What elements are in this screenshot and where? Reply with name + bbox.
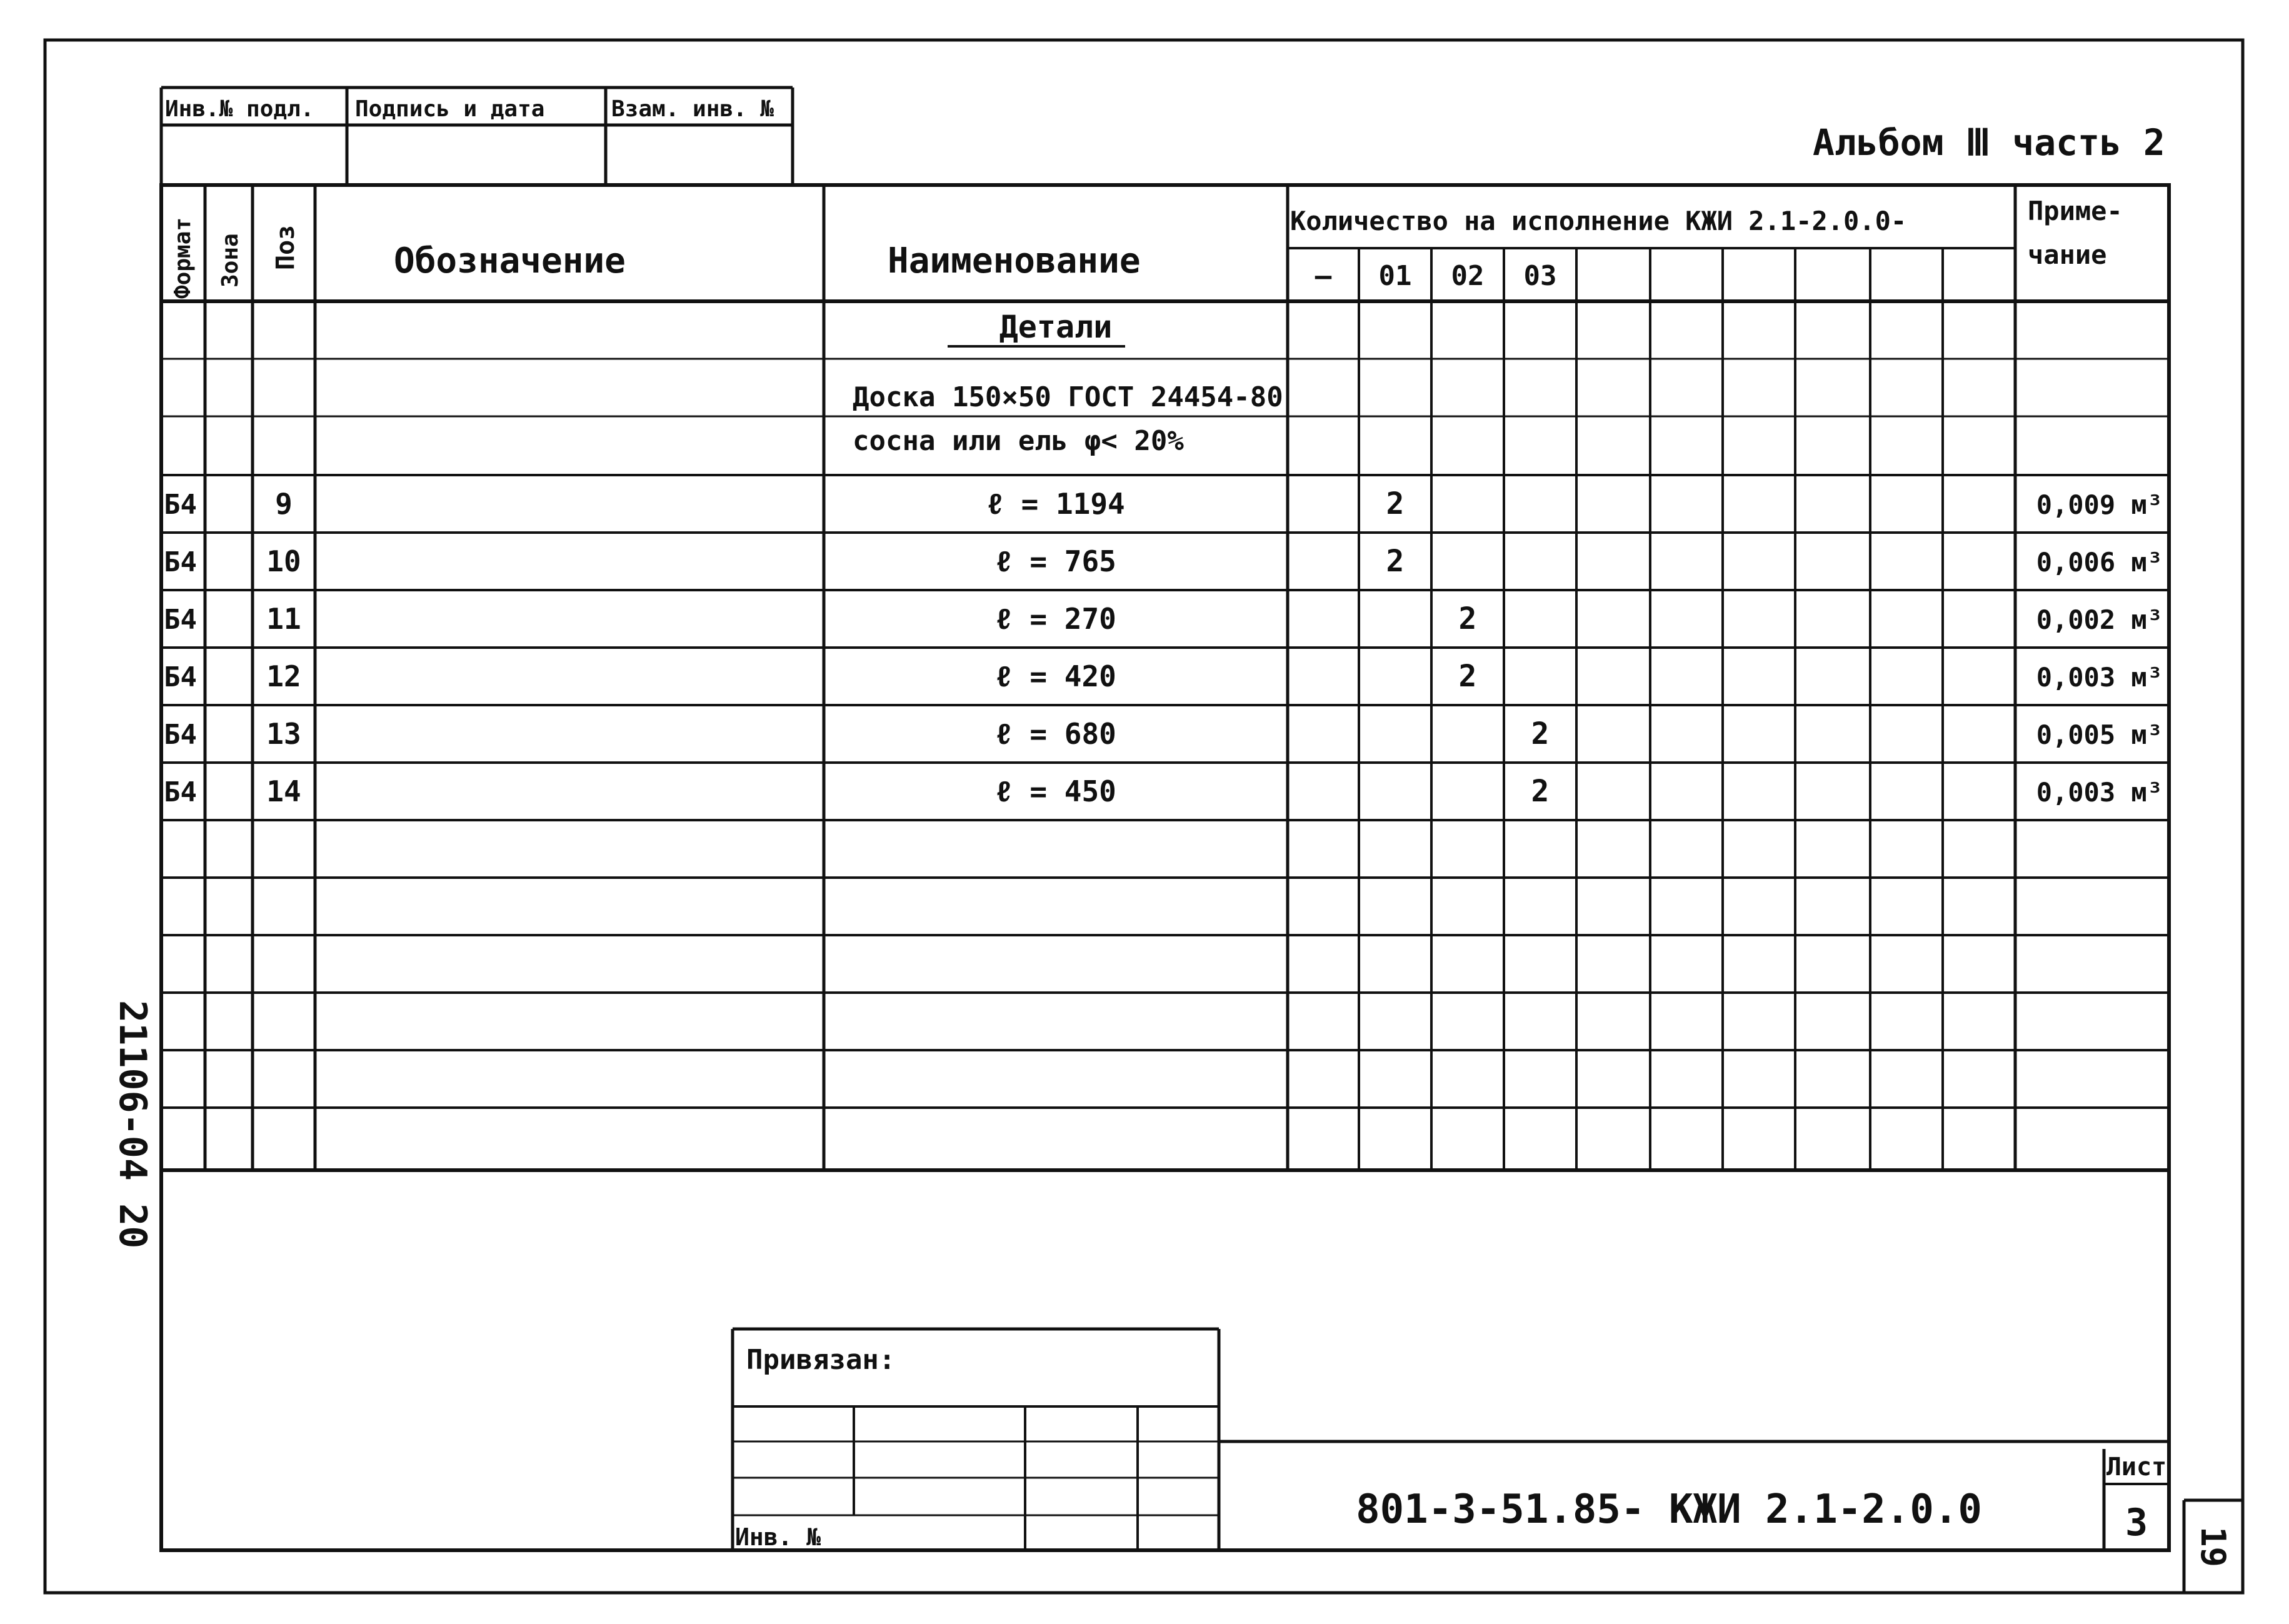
- row-format: Б4: [164, 489, 197, 521]
- stamp-vzam-inv: Взам. инв. №: [611, 96, 774, 122]
- table-row: [164, 774, 2163, 809]
- row-poz: 14: [266, 774, 301, 808]
- stamp-podpis-data: Подпись и дата: [355, 96, 545, 122]
- header-variant: 03: [1523, 260, 1557, 292]
- outer-border: [45, 40, 2243, 1593]
- section-title: Детали: [999, 309, 1113, 345]
- row-poz: 13: [266, 717, 301, 751]
- row-qty: 2: [1386, 544, 1405, 579]
- header-oboznachenie: Обозначение: [394, 241, 626, 281]
- row-format: Б4: [164, 661, 197, 693]
- row-qty: 2: [1458, 601, 1477, 636]
- row-note: 0,003 м³: [2036, 662, 2163, 693]
- header-poz: Поз: [271, 224, 300, 270]
- row-poz: 12: [266, 659, 301, 693]
- page-tab: [2184, 1500, 2243, 1593]
- header-primechanie-1: Приме-: [2028, 196, 2123, 226]
- header-kolichestvo: Количество на исполнение КЖИ 2.1-2.0.0-: [1290, 206, 1907, 236]
- row-poz: 11: [266, 602, 301, 636]
- row-name: ℓ = 680: [995, 717, 1116, 751]
- album-label: Альбом Ⅲ часть 2: [1813, 121, 2165, 164]
- stamp-inv-podl: Инв.№ подл.: [165, 96, 314, 122]
- table-row: [164, 659, 2163, 694]
- row-poz: 10: [266, 544, 301, 578]
- row-name: ℓ = 420: [995, 659, 1116, 693]
- table-row: [164, 601, 2163, 636]
- doc-code: 801-3-51.85- КЖИ 2.1-2.0.0: [1356, 1486, 1982, 1533]
- row-format: Б4: [164, 604, 197, 636]
- row-note: 0,003 м³: [2036, 777, 2163, 808]
- inv-no-label: Инв. №: [735, 1523, 821, 1551]
- page-number: 19: [2193, 1526, 2233, 1568]
- row-note: 0,005 м³: [2036, 719, 2163, 750]
- header-primechanie-2: чание: [2028, 239, 2107, 270]
- header-variant: –: [1315, 260, 1332, 292]
- row-format: Б4: [164, 719, 197, 751]
- header-variant: 02: [1451, 260, 1485, 292]
- row-format: Б4: [164, 546, 197, 578]
- top-stamp: [161, 88, 793, 185]
- row-note: 0,006 м³: [2036, 547, 2163, 578]
- row-qty: 2: [1531, 774, 1550, 809]
- table-row: [164, 716, 2163, 751]
- side-number: 21106-04 20: [111, 1000, 154, 1249]
- header-variant: 01: [1378, 260, 1412, 292]
- row-note: 0,009 м³: [2036, 489, 2163, 520]
- row-qty: 2: [1531, 716, 1550, 751]
- header-format: Формат: [170, 217, 196, 299]
- table-row: [164, 544, 2163, 579]
- material-line-2: сосна или ель φ< 20%: [853, 425, 1184, 457]
- privyazan-label: Привязан:: [746, 1344, 896, 1376]
- row-name: ℓ = 1194: [986, 487, 1125, 521]
- row-name: ℓ = 765: [995, 544, 1116, 578]
- material-line-1: Доска 150×50 ГОСТ 24454-80: [853, 381, 1283, 413]
- row-name: ℓ = 270: [995, 602, 1116, 636]
- title-block: [1219, 1441, 2169, 1550]
- list-number: 3: [2125, 1501, 2148, 1545]
- row-poz: 9: [275, 487, 293, 521]
- list-label: Лист: [2106, 1453, 2167, 1481]
- table-row: [164, 486, 2163, 521]
- row-qty: 2: [1458, 659, 1477, 694]
- row-name: ℓ = 450: [995, 774, 1116, 808]
- row-note: 0,002 м³: [2036, 604, 2163, 635]
- header-zona: Зона: [218, 233, 243, 288]
- header-naimenovanie: Наименование: [888, 241, 1141, 281]
- privyazan-block: [733, 1329, 1219, 1551]
- row-qty: 2: [1386, 486, 1405, 521]
- row-format: Б4: [164, 776, 197, 808]
